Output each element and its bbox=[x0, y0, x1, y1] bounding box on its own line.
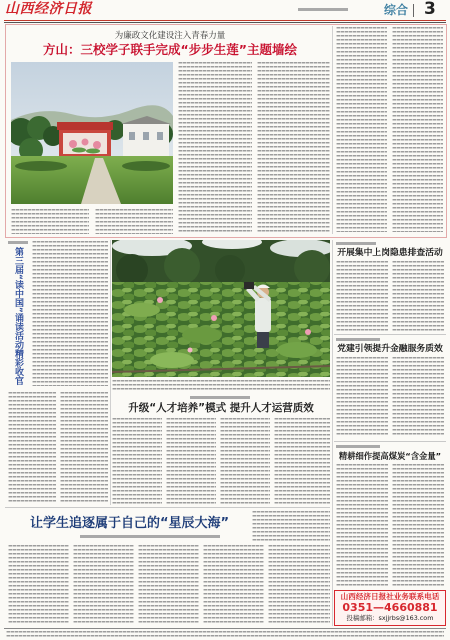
safety-kicker bbox=[336, 242, 376, 245]
lotus-leaves bbox=[112, 282, 330, 377]
lead-body-text bbox=[178, 62, 252, 234]
talent-body-text bbox=[220, 418, 270, 505]
safety-body-text bbox=[336, 261, 388, 331]
column-rule bbox=[332, 26, 333, 234]
education-body-text bbox=[8, 545, 69, 625]
section-rule bbox=[334, 334, 446, 335]
photo-caption bbox=[112, 380, 330, 391]
ad-email: 投稿邮箱：sxjjrbs@163.com bbox=[346, 614, 434, 622]
safety-headline: 开展集中上岗隐患排查活动 bbox=[337, 248, 443, 258]
coal-kicker bbox=[336, 445, 380, 448]
education-body-text bbox=[73, 545, 134, 625]
coal-body-text bbox=[392, 464, 444, 586]
reading-headline: 第三届“读中国”诵读活动精彩收官 bbox=[13, 247, 23, 385]
painted-wall bbox=[57, 122, 113, 158]
lead-headline: 方山：三校学子联手完成“步步生莲”主题墙绘 bbox=[43, 42, 297, 57]
wall-painting-photo bbox=[11, 62, 173, 204]
page-number: 3 bbox=[424, 0, 436, 19]
ad-phone: 0351—4660881 bbox=[342, 601, 438, 614]
finance-body-text bbox=[336, 357, 388, 437]
lead-body-text bbox=[336, 27, 387, 232]
reading-body-text bbox=[32, 241, 108, 386]
education-body-text bbox=[252, 511, 330, 542]
lead-body-text bbox=[95, 209, 173, 234]
talent-body-text bbox=[112, 418, 162, 505]
education-headline: 让学生追逐属于自己的“星辰大海” bbox=[29, 516, 230, 531]
section-label: 综合 bbox=[384, 3, 409, 17]
finance-body-text bbox=[392, 357, 444, 437]
education-body-text bbox=[268, 545, 330, 625]
education-subtitle bbox=[80, 535, 220, 538]
lead-body-text bbox=[257, 62, 330, 234]
finance-kicker bbox=[336, 338, 380, 341]
education-body-text bbox=[203, 545, 264, 625]
talent-kicker bbox=[190, 396, 250, 399]
lawn bbox=[11, 156, 173, 204]
coal-headline: 精耕细作提高煤炭“含金量” bbox=[338, 451, 442, 461]
education-body-text bbox=[138, 545, 199, 625]
newspaper-logo: 山西经济日报 bbox=[5, 1, 92, 17]
section-rule bbox=[334, 441, 446, 442]
date-line bbox=[298, 8, 348, 11]
lotus-pond-photo bbox=[112, 240, 330, 377]
header-divider bbox=[413, 4, 414, 17]
lead-kicker: 为廉政文化建设注入青春力量 bbox=[114, 31, 226, 41]
lead-body-text bbox=[11, 209, 89, 234]
finance-headline: 党建引领提升金融服务质效 bbox=[337, 344, 443, 354]
header-rule-secondary bbox=[4, 22, 446, 23]
white-building bbox=[121, 116, 171, 156]
talent-body-text bbox=[166, 418, 216, 505]
section-rule bbox=[5, 507, 330, 508]
column-rule bbox=[110, 240, 111, 505]
header-rule bbox=[4, 20, 446, 21]
footer-text bbox=[6, 631, 444, 637]
lead-body-text bbox=[392, 27, 443, 232]
reading-body-text bbox=[8, 392, 56, 504]
reading-body-text bbox=[60, 392, 108, 504]
talent-headline: 升级“人才培养”模式 提升人才运营质效 bbox=[128, 402, 314, 414]
reading-kicker bbox=[8, 241, 28, 244]
talent-body-text bbox=[274, 418, 330, 505]
ad-title: 山西经济日报社业务联系电话 bbox=[340, 592, 440, 601]
safety-body-text bbox=[392, 261, 444, 331]
column-rule bbox=[332, 240, 333, 626]
footer-rule bbox=[4, 628, 446, 629]
coal-body-text bbox=[336, 464, 388, 586]
